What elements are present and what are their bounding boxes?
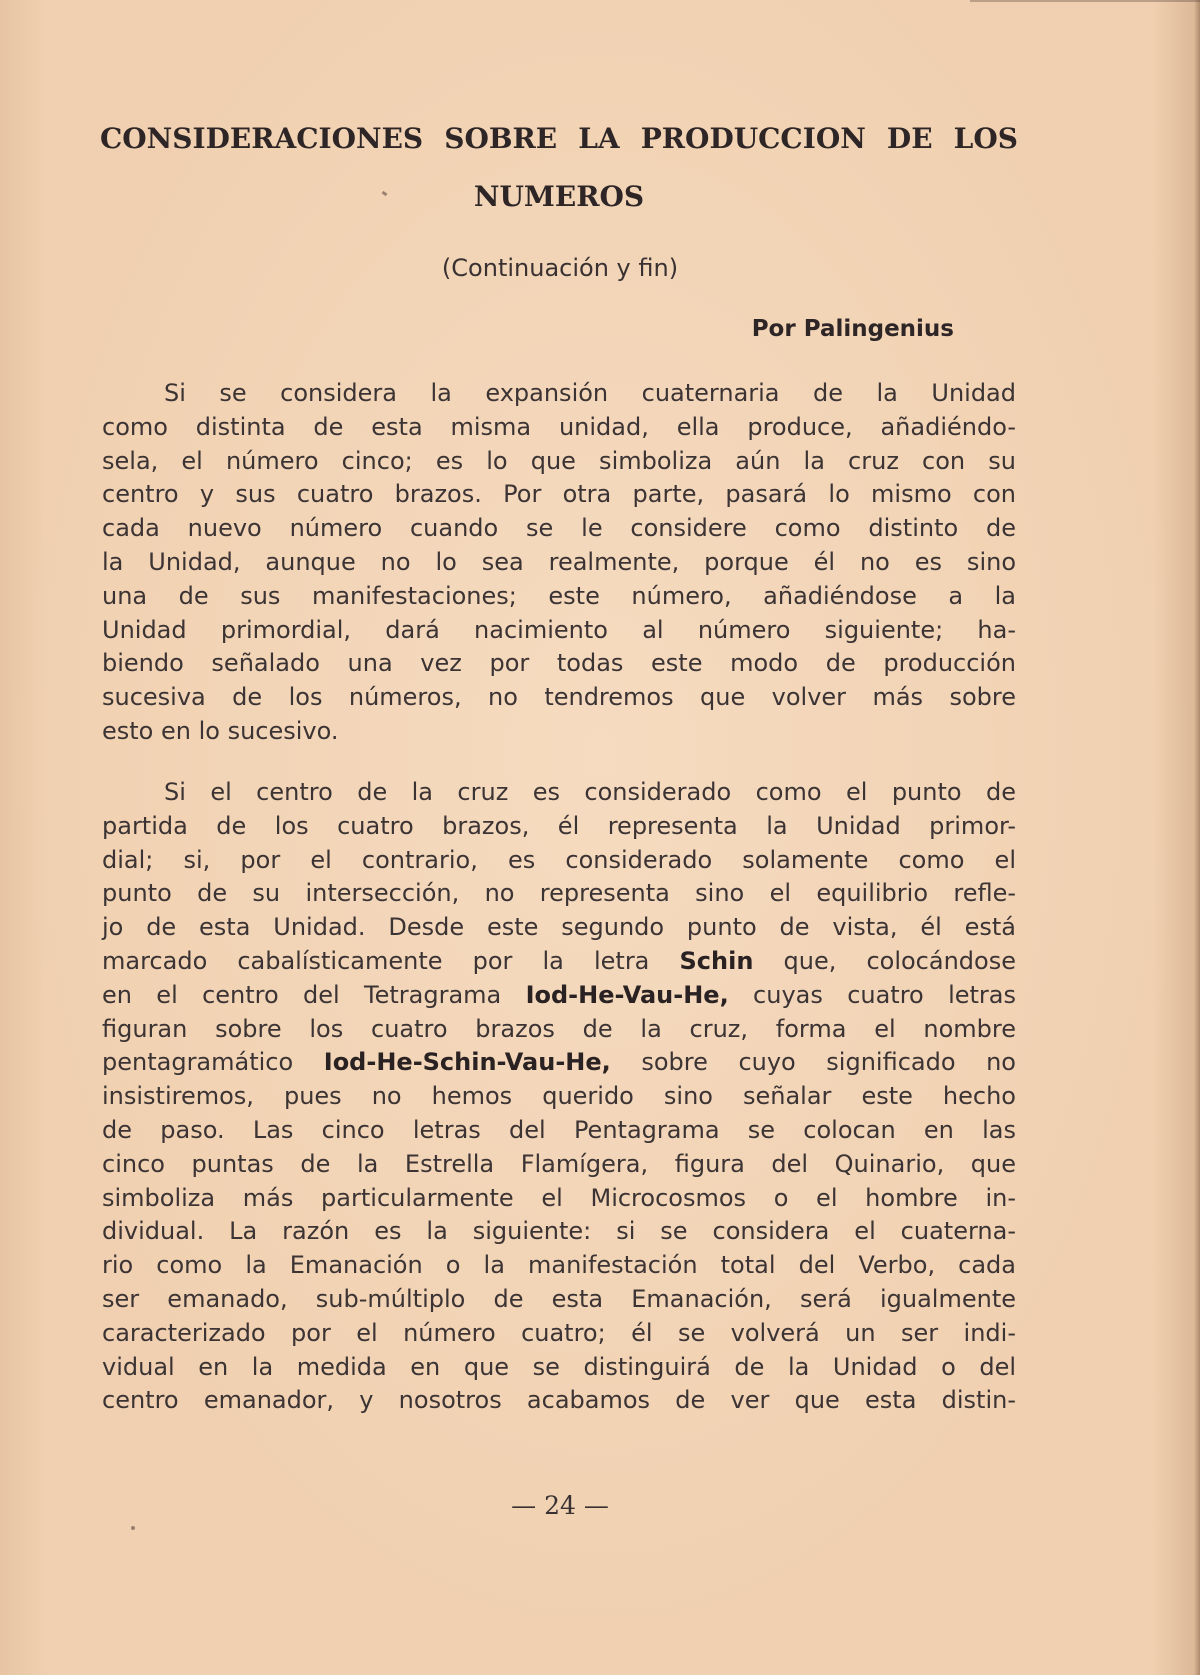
title-line-1 (100, 122, 1018, 155)
page-edge-shadow (1194, 0, 1200, 1675)
text-line: biendo señalado una vez por todas este modo de producción (102, 649, 1016, 678)
text-run: pentagramático (102, 1048, 294, 1077)
text-line: simboliza más particularmente el Microcosmos o el hombre in- (102, 1183, 1016, 1212)
title-word: CONSIDERACIONES (100, 122, 424, 155)
text-line: una de sus manifestaciones; este número, añadiéndose a la (102, 581, 1016, 610)
text-line: sucesiva de los números, no tendremos que volver más sobre (102, 683, 1016, 712)
title-word: LA (578, 122, 620, 155)
text-line: punto de su intersección, no representa sino el equilibrio refle- (102, 879, 1016, 908)
bold-term-pentagram: Iod-He-Schin-Vau-He, (323, 1048, 611, 1077)
text-line: cada nuevo número cuando se le considere como distinto de (102, 514, 1016, 543)
text-line: Si el centro de la cruz es considerado como el punto de (164, 778, 1016, 806)
title-word: SOBRE (444, 122, 558, 155)
text-line: de paso. Las cinco letras del Pentagrama se colocan en las (102, 1115, 1016, 1144)
page-top-rule (970, 0, 1200, 2)
text-line: sela, el número cinco; es lo que simboliza aún la cruz con su (102, 446, 1016, 475)
bold-term-schin: Schin (679, 946, 754, 975)
title-line-2: NUMEROS (473, 180, 645, 213)
text-line: centro emanador, y nosotros acabamos de ver que esta distin- (102, 1386, 1016, 1415)
text-run: cuyas cuatro letras (753, 980, 1016, 1009)
text-line: figuran sobre los cuatro brazos de la cruz, forma el nombre (102, 1014, 1016, 1043)
article-subtitle: (Continuación y fin) (441, 254, 679, 282)
text-line-mixed (102, 945, 1016, 979)
title-word: PRODUCCION (640, 122, 866, 155)
paragraph-2 (102, 776, 1016, 1418)
text-line: insistiremos, pues no hemos querido sino señalar este hecho (102, 1082, 1016, 1111)
text-line: como distinta de esta misma unidad, ella produce, añadiéndo- (102, 412, 1016, 441)
paper-speck (131, 1526, 135, 1530)
text-run: marcado cabalísticamente por la letra (102, 946, 650, 975)
text-run: sobre cuyo significado no (641, 1048, 1016, 1077)
text-line: dividual. La razón es la siguiente: si se considera el cuaterna- (102, 1217, 1016, 1246)
title-word: DE (886, 122, 933, 155)
text-line: dial; si, por el contrario, es considerado solamente como el (102, 845, 1016, 874)
page-number: — 24 — (511, 1491, 609, 1520)
article-title (100, 122, 1018, 213)
text-line-mixed (102, 979, 1016, 1013)
text-line: centro y sus cuatro brazos. Por otra parte, pasará lo mismo con (102, 480, 1016, 509)
text-line-mixed (102, 1046, 1016, 1080)
bold-term-tetragram: Iod-He-Vau-He, (525, 980, 729, 1009)
text-line: ser emanado, sub-múltiplo de esta Emanación, será igualmente (102, 1284, 1016, 1313)
text-run: en el centro del Tetragrama (102, 980, 502, 1009)
text-line: cinco puntas de la Estrella Flamígera, figura del Quinario, que (102, 1149, 1016, 1178)
text-line: caracterizado por el número cuatro; él se volverá un ser indi- (102, 1318, 1016, 1347)
text-run: que, colocándose (783, 946, 1016, 975)
text-line: esto en lo sucesivo. (102, 716, 339, 745)
text-line: rio como la Emanación o la manifestación total del Verbo, cada (102, 1251, 1016, 1280)
paragraph-1 (102, 377, 1016, 749)
text-line: partida de los cuatro brazos, él representa la Unidad primor- (102, 811, 1016, 840)
title-word: LOS (953, 122, 1018, 155)
text-line: Unidad primordial, dará nacimiento al número siguiente; ha- (102, 615, 1016, 644)
text-line: Si se considera la expansión cuaternaria de la Unidad (164, 379, 1016, 407)
text-line: jo de esta Unidad. Desde este segundo punto de vista, él está (102, 913, 1016, 942)
text-line: vidual en la medida en que se distinguirá de la Unidad o del (102, 1352, 1016, 1381)
text-line: la Unidad, aunque no lo sea realmente, porque él no es sino (102, 547, 1016, 576)
article-byline: Por Palingenius (751, 316, 954, 342)
